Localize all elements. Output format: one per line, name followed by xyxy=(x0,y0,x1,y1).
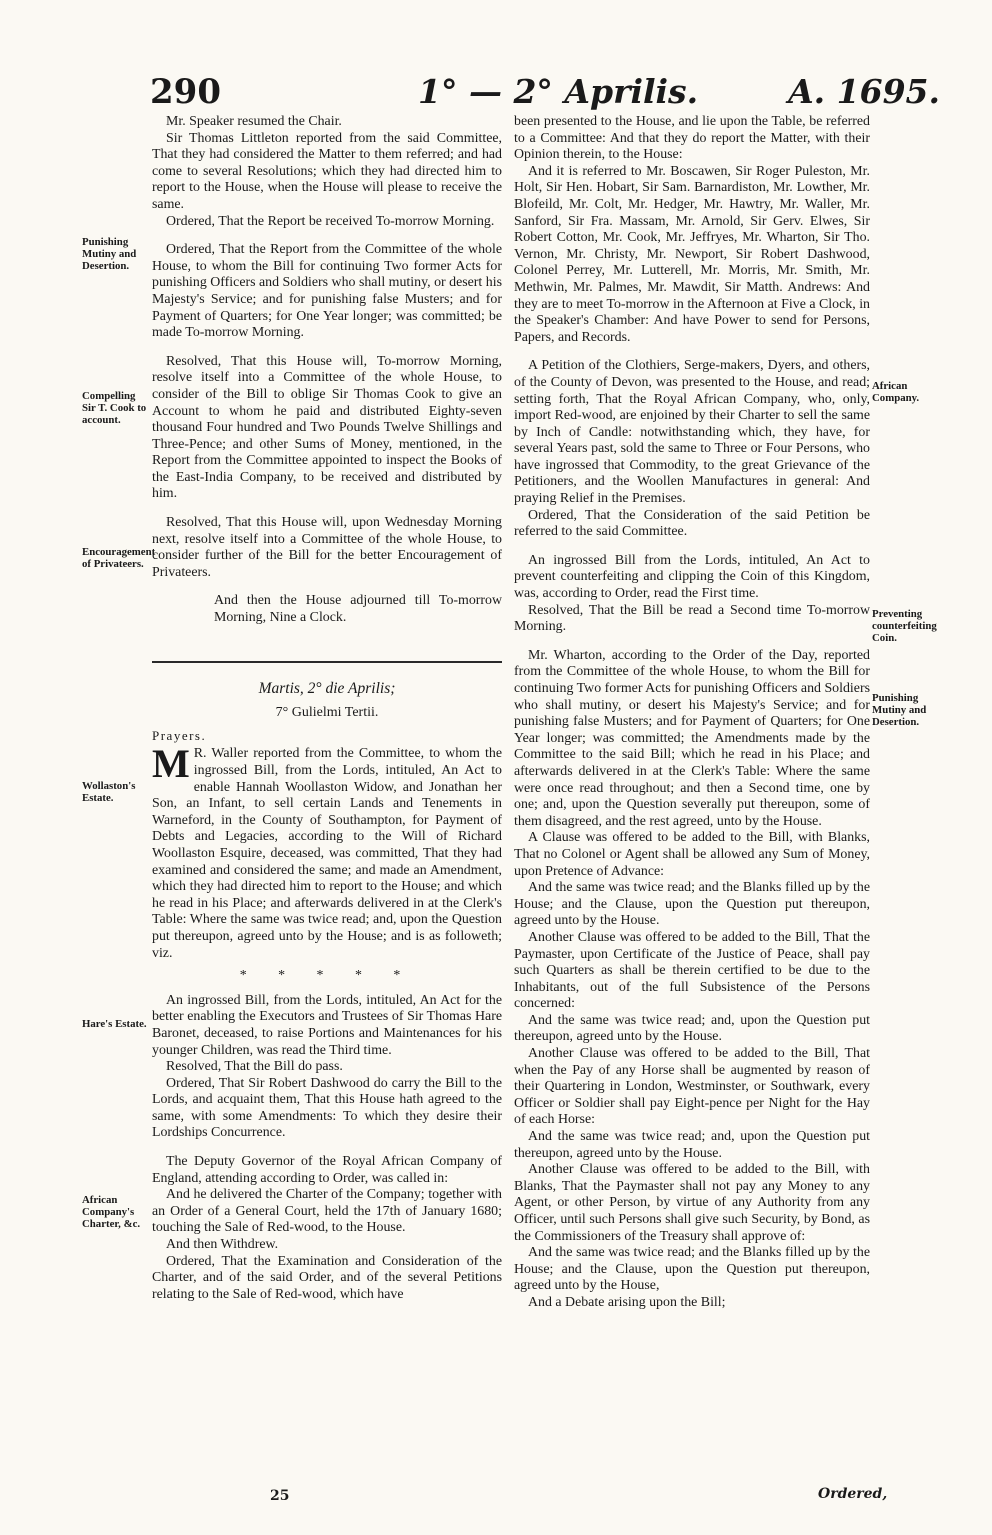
running-year: A. 1695. xyxy=(788,72,940,111)
paragraph: An ingrossed Bill, from the Lords, intituled, An Act for the better enabling the Executors and Trustees of Sir Thomas Hare Baronet, deceased, to raise Portions and Maintenances for his younger Children, was read the Third time. xyxy=(152,992,502,1058)
paragraph: A Clause was offered to be added to the Bill, with Blanks, That no Colonel or Agent shall be allowed any Sum of Money, upon Pretence of Advance: xyxy=(514,830,870,879)
margin-note-coin: Preventing counterfeiting Coin. xyxy=(872,608,937,644)
day-title: Martis, 2° die Aprilis; xyxy=(258,679,396,697)
margin-note-wollaston: Wollaston's Estate. xyxy=(82,780,136,804)
prayers-heading: Prayers. xyxy=(152,727,207,743)
paragraph: R. Waller reported from the Committee, to whom the ingrossed Bill, from the Lords, intituled, An Act to enable Hannah Woollaston Widow, and Jonathan her Son, an Infant, to sell certain Lands and Tenements in Warneford, in the County of Southampton, for Payment of Debts and Legacies, according to the Will of Richard Woollaston Esquire, deceased, was committed, That they had examined and considered the same; and made an Amendment, which they had directed him to report to the House; and which he read in his Place; and afterwards delivered in at the Clerk's Table: Where the same was twice read; and, upon the Question put thereupon, agreed unto by the House; and is as followeth; viz. xyxy=(152,746,502,961)
left-column xyxy=(152,114,502,1303)
reign-year: 7° Gulielmi Tertii. xyxy=(275,705,379,721)
paragraph: Another Clause was offered to be added to the Bill, with Blanks, That the Paymaster shall not pay any Money to any Agent, or other Person, by virtue of any Authority from any Officer, until such Persons shall give such Security, by Bond, as the Commissioners of the Treasury shall approve of: xyxy=(514,1162,870,1244)
paragraph: Mr. Wharton, according to the Order of the Day, reported from the Committee of the whole House, to whom the Bill for continuing Two former Acts for punishing Officers and Soldiers who shall mutiny, or desert his Majesty's Service; and for punishing false Musters; and for Payment of Quarters; for One Year longer; was committed; the Amendments made by the Committee to the said Bill; which he read in his Place; and afterwards delivered in at the Clerk's Table: Where the same were once read throughout; and then a Second time, one by one; and, upon the Question severally put thereupon, some of them disagreed, and the rest agreed, unto by the House. xyxy=(514,647,870,829)
margin-note-privateers: Encouragement of Privateers. xyxy=(82,546,156,570)
running-date: 1° — 2° Aprilis. xyxy=(418,72,699,111)
omission-stars: * * * * * xyxy=(239,968,415,984)
margin-note-punishing-mutiny: Punishing Mutiny and Desertion. xyxy=(82,236,137,272)
margin-note-hare: Hare's Estate. xyxy=(82,1018,147,1030)
margin-note-african-company: African Company. xyxy=(872,380,920,404)
page-number: 290 xyxy=(150,72,221,112)
paragraph: And the same was twice read; and, upon the Question put thereupon, agreed unto by the House. xyxy=(514,1012,870,1045)
paragraph: An ingrossed Bill from the Lords, intituled, An Act to prevent counterfeiting and clipping the Coin of this Kingdom, was, according to Order, read the First time. xyxy=(514,552,870,602)
paragraph: Ordered, That the Report from the Committee of the whole House, to whom the Bill for continuing Two former Acts for punishing Officers and Soldiers who shall mutiny, or desert his Majesty's Service; and for punishing false Musters; and for Payment of Quarters; for One Year longer; was committed; be made To-morrow Morning. xyxy=(152,242,502,341)
paragraph: Ordered, That the Examination and Consideration of the Charter, and of the said Order, and of the several Petitions relating to the Sale of Red-wood, which have xyxy=(152,1253,502,1302)
paragraph: Resolved, That the Bill do pass. xyxy=(166,1059,343,1075)
paragraph: And it is referred to Mr. Boscawen, Sir Roger Puleston, Mr. Holt, Sir Hen. Hobart, Sir Sam. Barnardiston, Mr. Lowther, Mr. Blofeild, Mr. Colt, Mr. Hedger, Mr. Hawtry, Mr. Waller, Mr. Sanford, Sir Fra. Massam, Mr. Arnold, Sir Gerv. Elwes, Sir Robert Cotton, Mr. Cook, Mr. Jeffryes, Mr. Wharton, Sir Tho. Vernon, Mr. Christy, Mr. Newport, Sir Robert Dashwood, Colonel Perrey, Mr. Lutterell, Mr. Morris, Mr. Smith, Mr. Methwin, Mr. Palmes, Mr. Mawdit, Sir Matth. Andrews: And they are to meet To-morrow in the Afternoon at Five a Clock, in the Speaker's Chamber: And have Power to send for Persons, Papers, and Records. xyxy=(514,163,870,345)
paragraph: And he delivered the Charter of the Company; together with an Order of a General Court, held the 17th of January 1680; touching the Sale of Red-wood, to the House. xyxy=(152,1187,502,1236)
section-rule xyxy=(152,661,502,663)
paragraph: been presented to the House, and lie upon the Table, be referred to a Committee: And that they do report the Matter, with their Opinion therein, to the House: xyxy=(514,114,870,163)
paragraph: Sir Thomas Littleton reported from the said Committee, That they had considered the Matter to them referred; and had come to several Resolutions; which they had directed him to report to the House, when the House will please to receive the same. xyxy=(152,130,502,212)
paragraph: Ordered, That the Report be received To-morrow Morning. xyxy=(166,213,495,229)
margin-note-compelling-cook: Compelling Sir T. Cook to account. xyxy=(82,390,147,426)
paragraph: And then Withdrew. xyxy=(166,1237,279,1253)
paragraph: Another Clause was offered to be added to the Bill, That the Paymaster, upon Certificate of the Justice of Peace, shall pay such Quarters as shall be therein certified to be due to the Inhabitants, out of the full Subsistence of the Persons concerned: xyxy=(514,929,870,1012)
paragraph: Resolved, That the Bill be read a Second time To-morrow Morning. xyxy=(514,602,870,635)
right-column xyxy=(514,114,870,1312)
signature-mark: 25 xyxy=(270,1488,290,1504)
paragraph: A Petition of the Clothiers, Serge-makers, Dyers, and others, of the County of Devon, was presented to the House, and read; setting forth, That the Royal African Company, who, only, import Red-wood, are enjoined by their Charter to sell the same by Inch of Candle: notwithstanding which, they have, for several Years past, sold the same to Three or Four Persons, who have ingrossed that Commodity, to the great Grievance of the Petitioners, and the Woollen Manufactures in general: And praying Relief in the Premises. xyxy=(514,358,870,507)
adjournment: And then the House adjourned till To-morrow Morning, Nine a Clock. xyxy=(214,593,502,626)
paragraph: And the same was twice read; and the Blanks filled up by the House; and the Clause, upon the Question put thereupon, agreed unto by the House. xyxy=(514,880,870,929)
catchword: Ordered, xyxy=(818,1486,888,1502)
paragraph: The Deputy Governor of the Royal African Company of England, attending according to Order, was called in: xyxy=(152,1154,502,1186)
paragraph: Resolved, That this House will, To-morrow Morning, resolve itself into a Committee of the whole House, to consider of the Bill to oblige Sir Thomas Cook to give an Account to whom he paid and distributed Eighty-seven thousand Four hundred and Two Pounds Twelve Shillings and Three-Pence; and other Sums of Money, mentioned, in the Report from the Committee appointed to inspect the Books of the East-India Company, to be received and distributed by him. xyxy=(152,353,502,502)
paragraph: Ordered, That Sir Robert Dashwood do carry the Bill to the Lords, and acquaint them, That this House hath agreed to the same, with some Amendments: To which they desire their Lordships Concurrence. xyxy=(152,1075,502,1141)
paragraph: And the same was twice read; and, upon the Question put thereupon, agreed unto by the House. xyxy=(514,1129,870,1161)
paragraph: Ordered, That the Consideration of the said Petition be referred to the said Committee. xyxy=(514,507,870,540)
margin-note-mutiny-right: Punishing Mutiny and Desertion. xyxy=(872,692,927,728)
page-header xyxy=(150,72,940,118)
paragraph: Another Clause was offered to be added to the Bill, That when the Pay of any Horse shall be augmented by reason of their Quartering in London, Westminster, or Southwark, every Officer or Soldier shall pay Eight-pence per Night for the Hay of each Horse: xyxy=(514,1046,870,1128)
drop-capital: M xyxy=(152,741,190,787)
paragraph: Resolved, That this House will, upon Wednesday Morning next, resolve itself into a Committee of the whole House, to consider further of the Bill for the better Encouragement of Privateers. xyxy=(152,515,502,580)
paragraph: Mr. Speaker resumed the Chair. xyxy=(166,114,342,129)
margin-note-african-charter: African Company's Charter, &c. xyxy=(82,1194,141,1230)
paragraph: And a Debate arising upon the Bill; xyxy=(528,1294,726,1310)
paragraph: And the same was twice read; and the Blanks filled up by the House; and the Clause, upon the Question put thereupon, agreed unto by the House, xyxy=(514,1245,870,1294)
